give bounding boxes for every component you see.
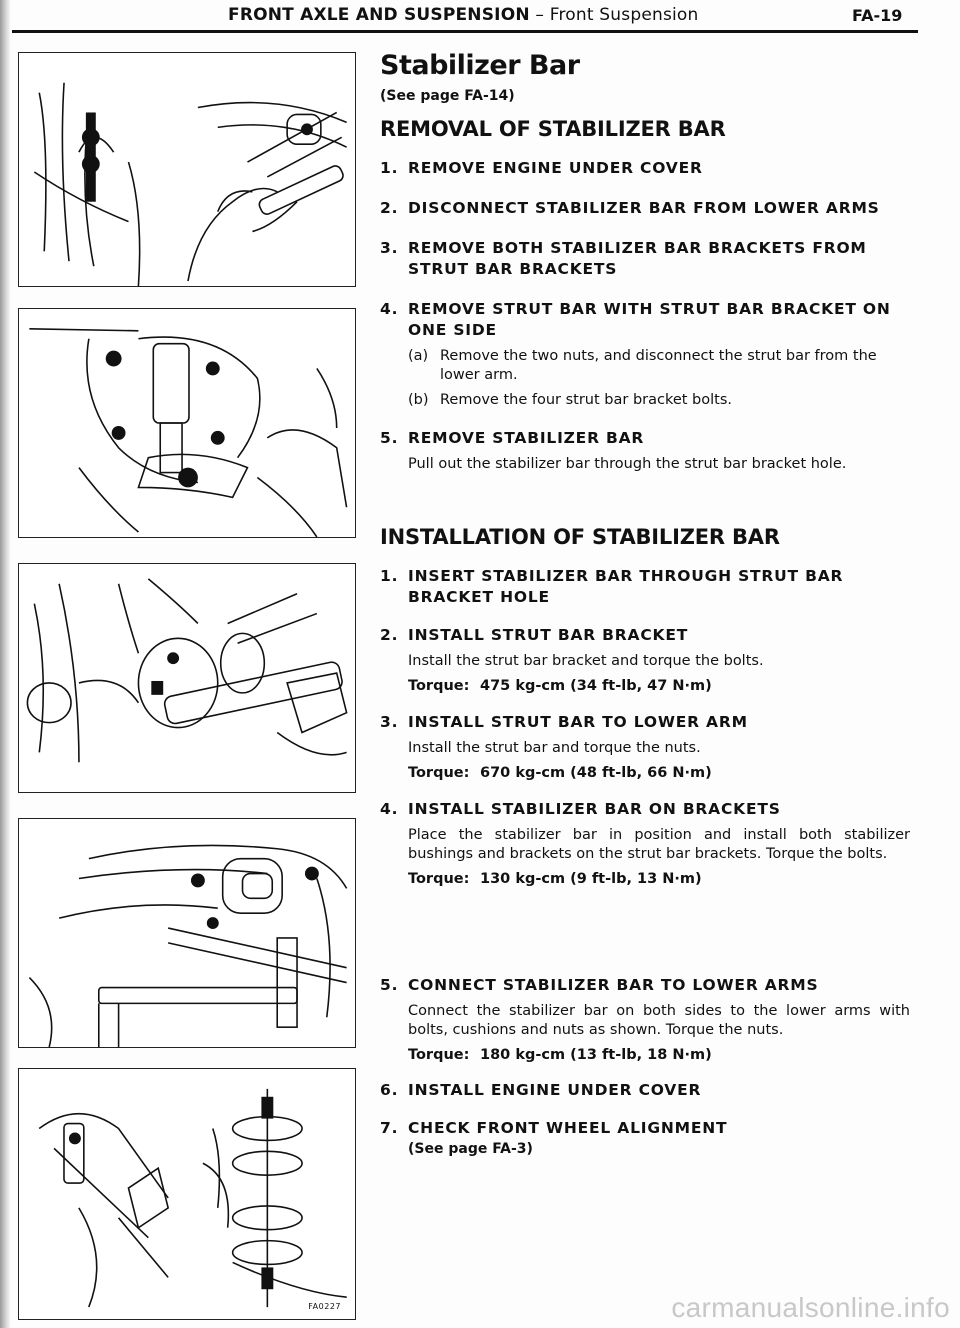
- header-title-main: FRONT AXLE AND SUSPENSION: [228, 5, 530, 25]
- step-number: 7.: [380, 1119, 399, 1137]
- install-step-5-detail: Connect the stabilizer bar on both sides to the lower arms with bolts, cushions and nuts as shown. Torque the nuts.: [408, 1003, 910, 1038]
- page-header: [0, 0, 960, 30]
- step-text: INSTALL STRUT BAR TO LOWER ARM: [408, 713, 748, 731]
- torque-value: 180 kg-cm (13 ft-lb, 18 N·m): [480, 1047, 712, 1063]
- figure-remove-bracket-bolts: [18, 308, 356, 538]
- removal-step-3: [380, 238, 910, 280]
- figure-install-strut-bar-bracket: [18, 563, 356, 793]
- sub-step-label: (b): [408, 392, 429, 408]
- header-title-separator: –: [529, 5, 550, 25]
- install-step-5: [380, 975, 910, 996]
- section-see-page: (See page FA-14): [380, 88, 515, 104]
- torque-label: Torque:: [408, 1047, 470, 1063]
- install-step-5-torque: [408, 1047, 910, 1063]
- step-text: REMOVE STABILIZER BAR: [408, 429, 645, 447]
- illustration-strut-bar-bracket: [19, 309, 355, 537]
- installation-heading: INSTALLATION OF STABILIZER BAR: [380, 525, 780, 549]
- install-step-4-detail: Place the stabilizer bar in position and install both stabilizer bushings and brackets on the strut bar brackets. Torque the bolts.: [408, 827, 910, 862]
- step-number: 2.: [380, 199, 399, 217]
- section-title: Stabilizer Bar: [380, 50, 580, 81]
- install-step-7-see-page: (See page FA-3): [408, 1141, 533, 1157]
- step-text: REMOVE ENGINE UNDER COVER: [408, 159, 703, 177]
- install-step-3-detail: Install the strut bar and torque the nuts.: [408, 740, 701, 756]
- sub-step-text: Remove the two nuts, and disconnect the strut bar from the lower arm.: [440, 348, 877, 383]
- step-number: 3.: [380, 239, 399, 257]
- install-step-4-torque: [408, 871, 910, 887]
- torque-value: 130 kg-cm (9 ft-lb, 13 N·m): [480, 871, 702, 887]
- step-number: 4.: [380, 800, 399, 818]
- removal-heading: REMOVAL OF STABILIZER BAR: [380, 117, 726, 141]
- illustration-wrench-on-link: [19, 53, 355, 286]
- torque-value: 670 kg-cm (48 ft-lb, 66 N·m): [480, 765, 712, 781]
- header-title: [228, 5, 699, 25]
- illustration-stabilizer-bushing: [19, 819, 355, 1047]
- install-step-3-torque: [408, 765, 910, 781]
- figure-disconnect-stabilizer: [18, 52, 356, 287]
- removal-step-1: [380, 158, 910, 179]
- illustration-torque-wrench-bracket: [19, 564, 355, 792]
- step-text: INSTALL ENGINE UNDER COVER: [408, 1081, 702, 1099]
- step-text: INSTALL STABILIZER BAR ON BRACKETS: [408, 800, 781, 818]
- install-step-2-torque: [408, 678, 910, 694]
- removal-step-4b: [408, 391, 910, 410]
- header-rule: [12, 30, 918, 33]
- page-number: FA-19: [852, 6, 903, 25]
- step-text: CHECK FRONT WHEEL ALIGNMENT: [408, 1119, 728, 1137]
- torque-label: Torque:: [408, 678, 470, 694]
- sub-step-text: Remove the four strut bar bracket bolts.: [440, 392, 733, 408]
- step-text: INSERT STABILIZER BAR THROUGH STRUT BAR BRACKET HOLE: [408, 567, 844, 606]
- illustration-stabilizer-link-assembly: [19, 1069, 355, 1319]
- step-number: 4.: [380, 300, 399, 318]
- removal-step-5: [380, 428, 910, 449]
- removal-step-4: [380, 299, 910, 341]
- removal-step-4a: [408, 347, 910, 385]
- install-step-1: [380, 566, 910, 608]
- install-step-7: [380, 1118, 910, 1139]
- step-number: 2.: [380, 626, 399, 644]
- torque-label: Torque:: [408, 871, 470, 887]
- step-number: 1.: [380, 567, 399, 585]
- step-text: REMOVE STRUT BAR WITH STRUT BAR BRACKET ON ONE SIDE: [408, 300, 891, 339]
- step-text: INSTALL STRUT BAR BRACKET: [408, 626, 689, 644]
- step-text: CONNECT STABILIZER BAR TO LOWER ARMS: [408, 976, 819, 994]
- page-binding-edge: [0, 0, 10, 1328]
- install-step-2-detail: Install the strut bar bracket and torque the bolts.: [408, 653, 764, 669]
- step-number: 6.: [380, 1081, 399, 1099]
- watermark: carmanualsonline.info: [671, 1292, 950, 1323]
- install-step-2: [380, 625, 910, 646]
- header-title-sub: Front Suspension: [549, 5, 699, 25]
- figure-install-stabilizer-brackets: [18, 818, 356, 1048]
- sub-step-label: (a): [408, 348, 429, 364]
- step-text: REMOVE BOTH STABILIZER BAR BRACKETS FROM STRUT BAR BRACKETS: [408, 239, 867, 278]
- step-text: DISCONNECT STABILIZER BAR FROM LOWER ARMS: [408, 199, 880, 217]
- figure-code: FA0227: [308, 1302, 341, 1311]
- main-content: [380, 50, 910, 1157]
- torque-label: Torque:: [408, 765, 470, 781]
- step-number: 1.: [380, 159, 399, 177]
- install-step-6: [380, 1080, 910, 1101]
- step-number: 5.: [380, 429, 399, 447]
- removal-step-2: [380, 198, 910, 219]
- figure-connect-lower-arms: [18, 1068, 356, 1320]
- step-number: 3.: [380, 713, 399, 731]
- install-step-4: [380, 799, 910, 820]
- removal-step-5-detail: Pull out the stabilizer bar through the strut bar bracket hole.: [408, 456, 847, 472]
- torque-value: 475 kg-cm (34 ft-lb, 47 N·m): [480, 678, 712, 694]
- install-step-3: [380, 712, 910, 733]
- step-number: 5.: [380, 976, 399, 994]
